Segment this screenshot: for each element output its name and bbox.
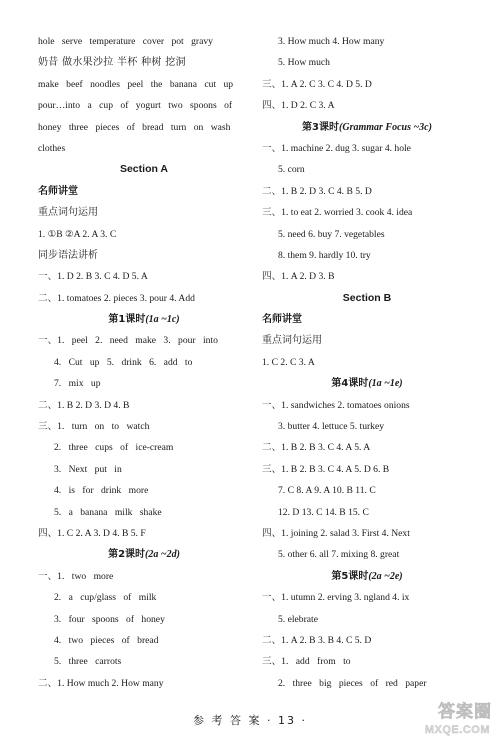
lesson-range: (Grammar Focus ~3c) (339, 121, 432, 133)
answer-line: 三、1. to eat 2. worried 3. cook 4. idea (262, 207, 413, 219)
left-column (38, 31, 250, 694)
answer-line: 二、1. B 2. D 3. C 4. B 5. D (262, 185, 372, 197)
answer-line: 2. three cups of ice-cream (54, 442, 174, 454)
answer-line: 一、1. sandwiches 2. tomatoes onions (262, 399, 410, 411)
answer-line: 12. D 13. C 14. B 15. C (278, 506, 369, 518)
watermark-text-top: 答案圈 (438, 702, 492, 722)
answer-line: 3. four spoons of honey (54, 613, 165, 625)
answer-line: 一、1. peel 2. need make 3. pour into (38, 335, 218, 347)
page-footer: 参 考 答 案 · 13 · (193, 714, 307, 727)
lesson-title: 第1课时 (108, 314, 146, 326)
answer-line: 四、1. joining 2. salad 3. First 4. Next (262, 527, 410, 539)
answer-line: 1. ①B ②A 2. A 3. C (38, 228, 117, 240)
answer-line: 4. two pieces of bread (54, 634, 159, 646)
subheading: 同步语法讲析 (38, 249, 98, 261)
answer-line: 三、1. A 2. C 3. C 4. D 5. D (262, 78, 372, 90)
answer-line: 3. How much 4. How many (278, 36, 385, 47)
answer-line: 四、1. A 2. D 3. B (262, 271, 335, 283)
lesson-range: (1a ~1c) (145, 314, 180, 326)
answer-line: 5. a banana milk shake (54, 506, 162, 518)
lesson-range: (2a ~2d) (145, 549, 180, 561)
answer-line: 4. is for drink more (54, 485, 149, 497)
answer-line: 一、1. two more (38, 570, 114, 582)
lesson-heading (262, 373, 472, 394)
lesson-title: 第5课时 (331, 570, 369, 582)
answer-line: 5. corn (278, 164, 305, 176)
answer-line: 二、1. How much 2. How many (38, 677, 164, 689)
answer-line: 2. a cup/glass of milk (54, 592, 157, 604)
lesson-range: (1a ~1e) (368, 378, 403, 390)
watermark-text-bottom: MXQE.COM (424, 724, 490, 736)
watermark-logo (398, 704, 494, 736)
answer-line: 5. How much (278, 57, 330, 69)
answer-line: 二、1. B 2. D 3. D 4. B (38, 399, 130, 411)
answer-line: 5. other 6. all 7. mixing 8. great (278, 549, 400, 561)
answer-line: 三、1. add from to (262, 656, 351, 668)
answer-line: 一、1. D 2. B 3. C 4. D 5. A (38, 271, 148, 283)
answer-line: 二、1. A 2. B 3. B 4. C 5. D (262, 634, 372, 646)
subheading: 重点词句运用 (262, 335, 322, 347)
answer-line: 2. three big pieces of red paper (278, 677, 427, 689)
lesson-heading (38, 544, 250, 565)
section-heading: Section B (342, 291, 392, 304)
subheading: 名师讲堂 (38, 185, 78, 197)
answer-line: 5. three carrots (54, 656, 122, 668)
answer-line: 四、1. C 2. A 3. D 4. B 5. F (38, 527, 146, 539)
lesson-range: (2a ~2e) (368, 570, 403, 582)
section-heading: Section A (119, 163, 169, 176)
lesson-heading (38, 309, 250, 330)
answer-line: 7. C 8. A 9. A 10. B 11. C (278, 485, 376, 497)
lesson-heading (262, 117, 472, 138)
answer-line: make beef noodles peel the banana cut up (38, 78, 234, 90)
answer-line: 8. them 9. hardly 10. try (278, 249, 371, 261)
answer-line: 一、1. machine 2. dug 3. sugar 4. hole (262, 142, 411, 154)
answer-line: pour…into a cup of yogurt two spoons of (38, 100, 233, 112)
answer-line: 四、1. D 2. C 3. A (262, 100, 335, 112)
answer-line: 5. need 6. buy 7. vegetables (278, 228, 385, 240)
answer-line: 三、1. B 2. B 3. C 4. A 5. D 6. B (262, 463, 390, 475)
lesson-title: 第3课时 (302, 121, 340, 133)
subheading: 名师讲堂 (262, 314, 302, 326)
answer-line: hole serve temperature cover pot gravy (38, 36, 213, 47)
right-column (262, 31, 472, 694)
answer-line: 3. butter 4. lettuce 5. turkey (278, 421, 385, 433)
answer-line: 二、1. tomatoes 2. pieces 3. pour 4. Add (38, 292, 195, 304)
answer-line: 5. elebrate (278, 613, 318, 625)
answer-line: 三、1. turn on to watch (38, 421, 150, 433)
answer-line: 3. Next put in (54, 463, 122, 475)
answer-line: 一、1. utumn 2. erving 3. ngland 4. ix (262, 592, 410, 604)
lesson-title: 第4课时 (331, 378, 369, 390)
answer-line: 二、1. B 2. B 3. C 4. A 5. A (262, 442, 371, 454)
subheading: 重点词句运用 (38, 207, 98, 219)
answer-line: clothes (38, 142, 66, 154)
answer-line: honey three pieces of bread turn on wash (38, 121, 231, 133)
lesson-title: 第2课时 (108, 549, 146, 561)
answer-line: 1. C 2. C 3. A (262, 356, 315, 368)
answer-line: 7. mix up (54, 378, 101, 390)
answer-line: 4. Cut up 5. drink 6. add to (54, 356, 193, 368)
answer-line: 奶昔 做水果沙拉 半杯 种树 挖洞 (38, 57, 186, 69)
lesson-heading (262, 566, 472, 587)
